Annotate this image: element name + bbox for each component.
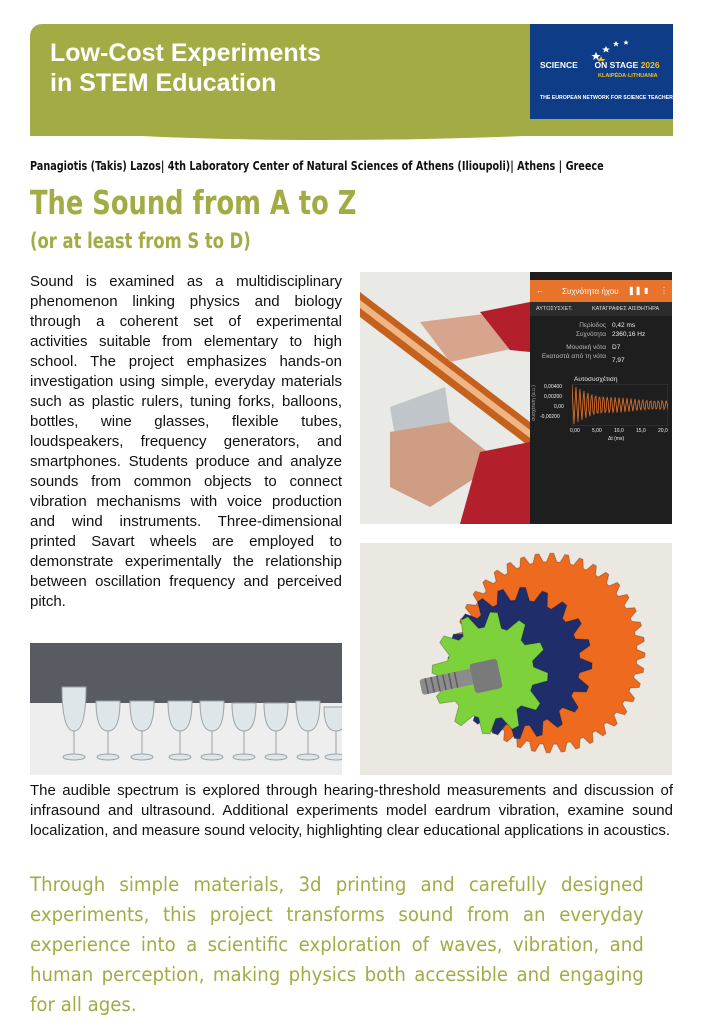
x-tick: 20,0 <box>658 428 668 434</box>
pause-icon[interactable]: ❚❚ <box>628 286 642 295</box>
logo-year: 2026 <box>640 60 660 70</box>
x-tick: 15,0 <box>636 428 646 434</box>
savart-wheel-illustration <box>360 543 672 775</box>
frequency-value: 2360,16 Hz <box>612 331 646 338</box>
tab-autocorrelation[interactable]: ΑΥΤΟΣΥΣΧΕΤ. <box>536 306 573 312</box>
period-label: Περίοδος <box>579 322 606 329</box>
y-tick: 0,00200 <box>544 394 563 400</box>
note-value: D7 <box>612 344 621 351</box>
author-line: Panagiotis (Takis) Lazos| 4th Laboratory Center of Natural Sciences of Athens (Ilioupoli)| Athens | Greece <box>30 158 604 173</box>
header-title-line1: Low-Cost Experiments <box>50 39 321 67</box>
logo-word-on-stage: ON STAGE <box>594 60 639 70</box>
page-title: The Sound from A to Z <box>30 183 357 222</box>
logo-location: KLAIPĖDA·LITHUANIA <box>598 73 658 79</box>
y-tick: 0,00 <box>554 404 564 410</box>
wine-glasses-illustration <box>30 643 342 775</box>
cents-value: 7,97 <box>612 357 625 364</box>
app-title: Συχνότητα ήχου <box>562 287 619 296</box>
x-tick: 0,00 <box>570 428 580 434</box>
logo-word-science: SCIENCE <box>540 60 578 70</box>
logo-tagline: THE EUROPEAN NETWORK FOR SCIENCE TEACHERS <box>540 95 677 101</box>
period-value: 0,42 ms <box>612 322 636 329</box>
x-tick: 10,0 <box>614 428 624 434</box>
y-tick: -0,00200 <box>540 414 560 420</box>
back-arrow-icon[interactable]: ← <box>536 286 544 295</box>
header-title-line2: in STEM Education <box>50 69 277 97</box>
autocorrelation-plot <box>572 384 668 426</box>
logo-wordmark <box>540 60 660 70</box>
closing-statement: Through simple materials, 3d printing and carefully designed experiments, this project transforms sound from an everyday experience into a scientific exploration of waves, vibration, and human perception, making physics both accessible and engaging for all ages. <box>30 873 644 1016</box>
stars-icon <box>586 38 636 62</box>
note-label: Μουσική νότα <box>566 344 606 351</box>
cents-label: Εκατοστά από τη νότα <box>541 353 606 360</box>
app-toolbar <box>530 280 672 302</box>
tab-sensor-recordings[interactable]: ΚΑΤΑΓΡΑΦΕΣ ΑΙΣΘΗΤΗΡΑ <box>592 306 660 312</box>
savart-wheel-photo <box>360 543 672 775</box>
intro-paragraph: Sound is examined as a multidisciplinary phenomenon linking physics and biology through a coherent set of experimental activities suitable from elementary to high school. The project emphasizes hands-on investigation using simple, everyday materials such as plastic rulers, tuning forks, balloons, bottles, wine glasses, flexible tubes, loudspeakers, frequency generators, and smartphones. Students produce and analyze sounds from common objects to connect vibration mechanisms with voice production and wind instruments. Three-dimensional printed Savart wheels are employed to demonstrate experimentally the relationship between oscillation frequency and perceived pitch. <box>30 273 342 610</box>
delete-icon[interactable]: ▮ <box>644 286 649 295</box>
plot-title: Αυτοσυσχέτιση <box>574 376 618 383</box>
frequency-label: Συχνότητα <box>575 331 606 338</box>
app-tabs <box>530 302 672 316</box>
plot-x-axis-label: Δt (ms) <box>608 436 625 442</box>
wine-glasses-photo <box>30 643 342 775</box>
phone-app-screen <box>530 272 672 524</box>
more-options-icon[interactable]: ⋮ <box>660 286 668 295</box>
header-title <box>50 38 470 98</box>
y-tick: 0,00400 <box>544 384 563 390</box>
second-paragraph: The audible spectrum is explored through hearing-threshold measurements and discussion of infrasound and ultrasound. Additional experiments model eardrum vibration, examine sound localization, and measure sound velocity, highlighting clear educational applications in acoustics. <box>30 782 673 839</box>
plot-y-axis-label: συσχέτιση (a.u.) <box>530 385 537 421</box>
ruler-experiment-photo <box>360 272 672 524</box>
x-tick: 5,00 <box>592 428 602 434</box>
page-subtitle: (or at least from S to D) <box>30 229 251 253</box>
